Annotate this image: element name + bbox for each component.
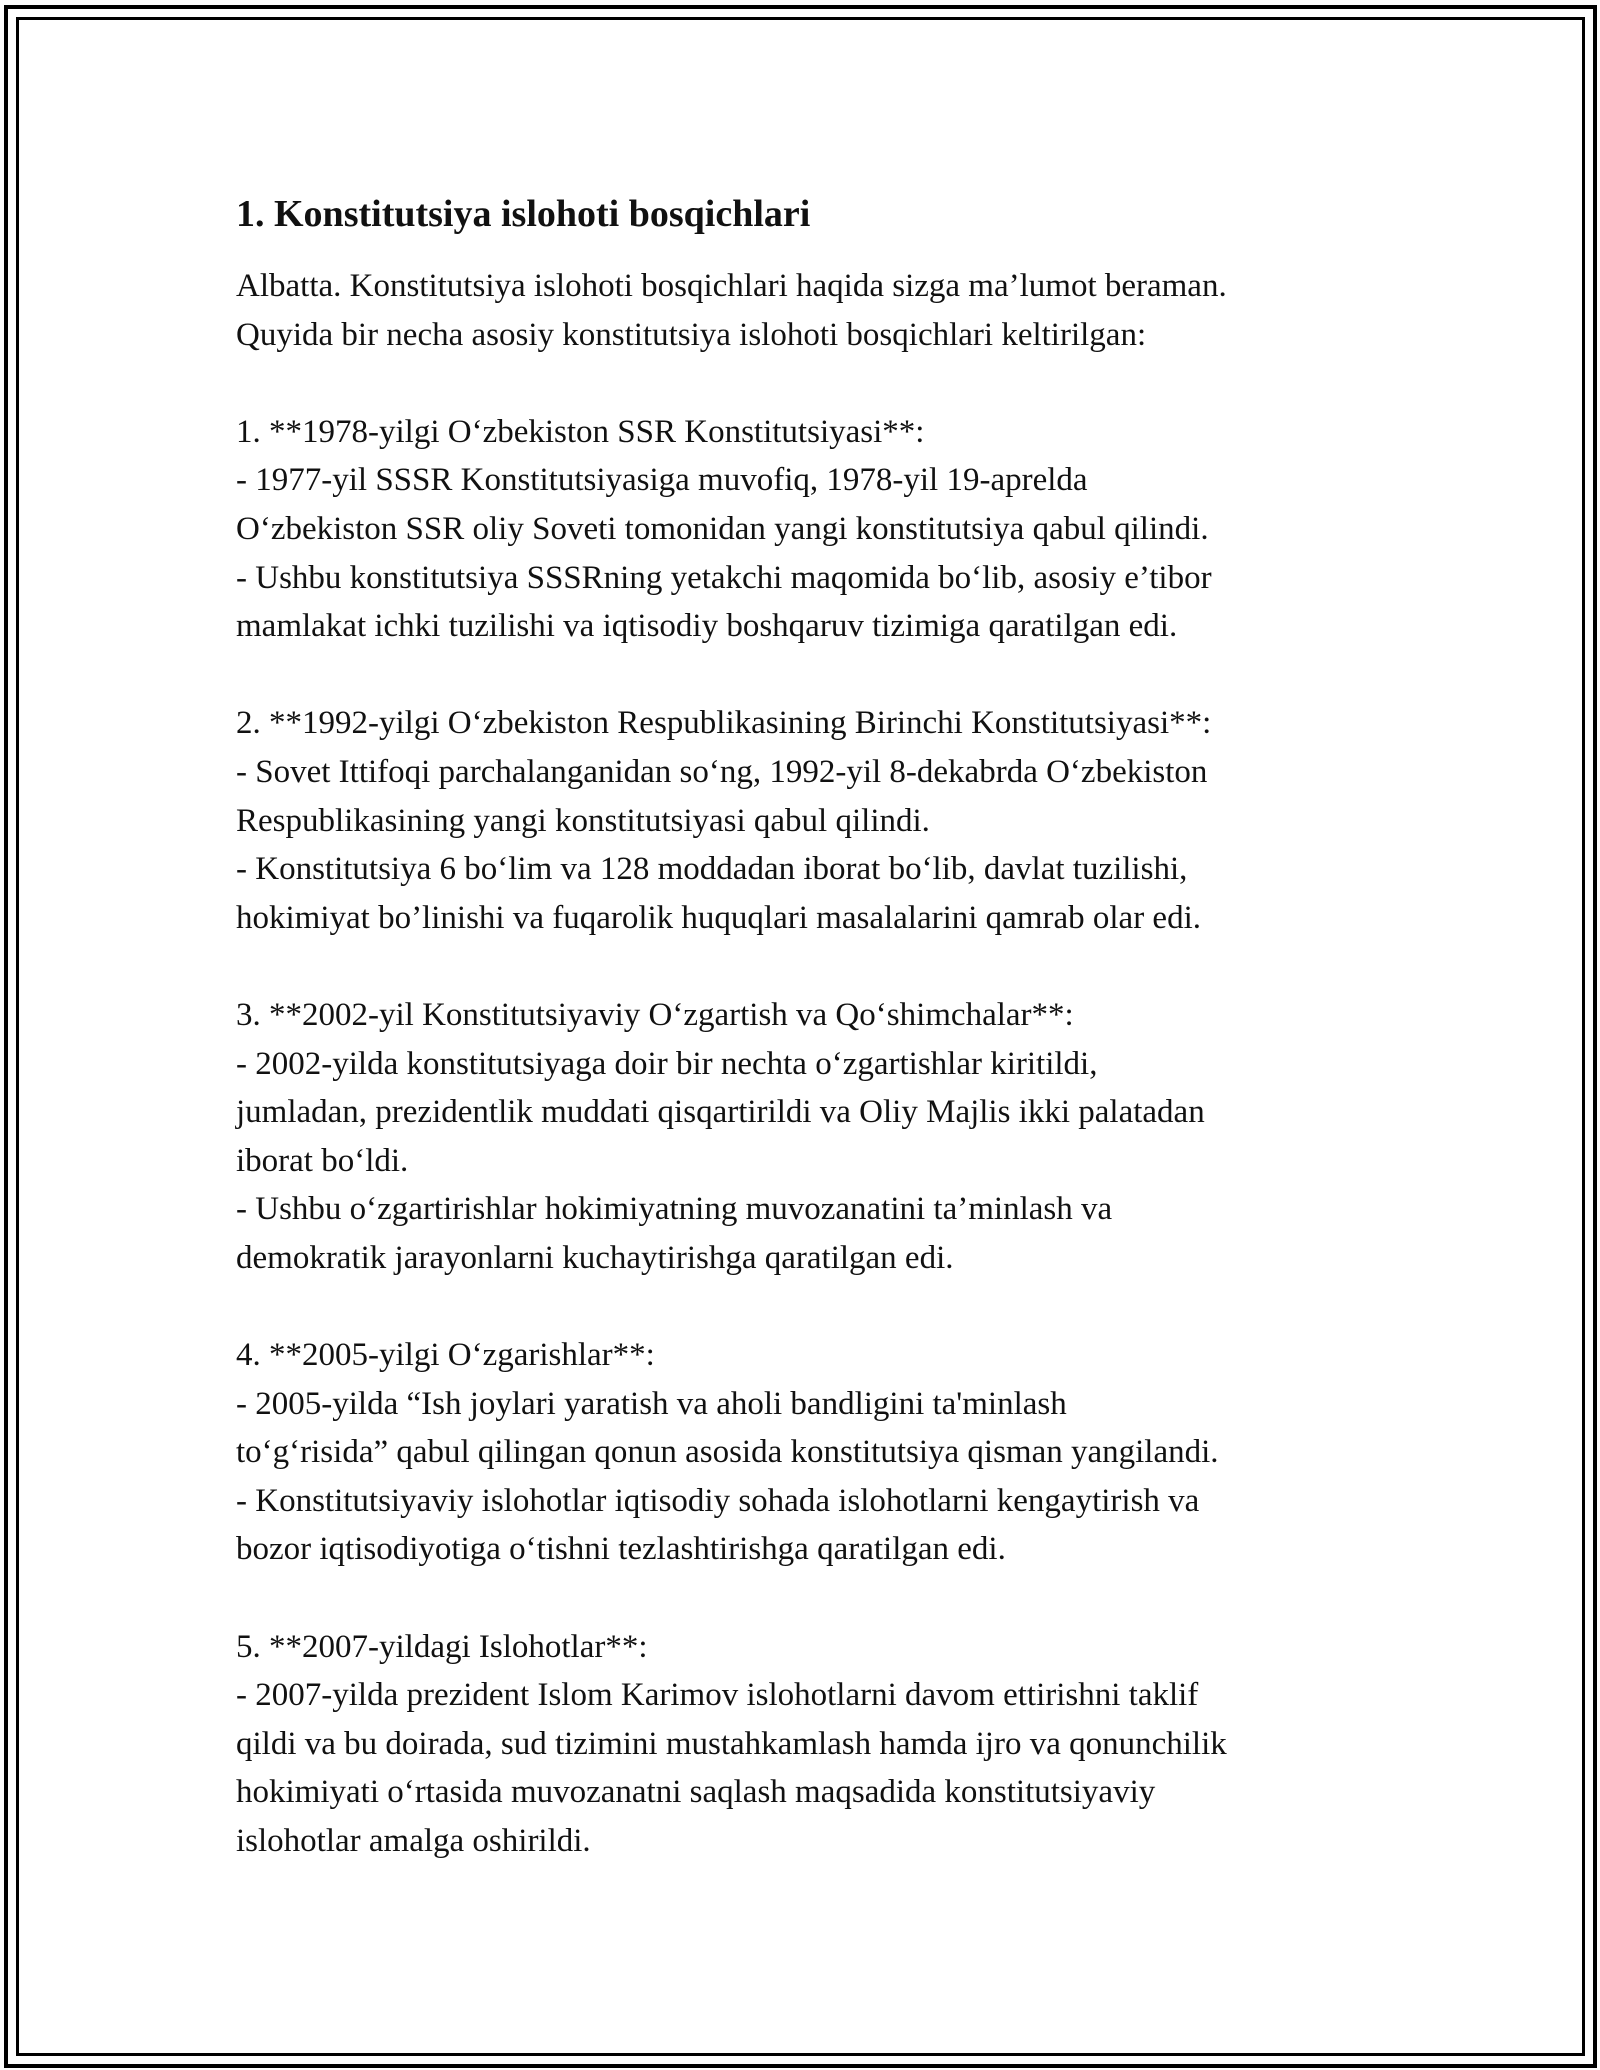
section-2005	[236, 1331, 1436, 1574]
section-heading: 5. **2007-yildagi Islohotlar**:	[236, 1628, 648, 1665]
section-heading: 1. **1978-yilgi O‘zbekiston SSR Konstitutsiyasi**:	[236, 413, 925, 450]
section-bullet: - Sovet Ittifoqi parchalanganidan so‘ng, 1992-yil 8-dekabrda O‘zbekiston Respublikasining yangi konstitutsiyasi qabul qilindi.	[236, 753, 1208, 839]
section-bullet: - 2005-yilda “Ish joylari yaratish va aholi bandligini ta'minlash to‘g‘risida” qabul qilingan qonun asosida konstitutsiya qisman yangilandi.	[236, 1385, 1219, 1471]
document-title: 1. Konstitutsiya islohoti bosqichlari	[236, 193, 811, 235]
section-heading: 2. **1992-yilgi O‘zbekiston Respublikasining Birinchi Konstitutsiyasi**:	[236, 705, 1212, 742]
section-1992	[236, 699, 1436, 942]
section-bullet: - Konstitutsiyaviy islohotlar iqtisodiy sohada islohotlarni kengaytirish va bozor iqtisodiyotiga o‘tishni tezlashtirishga qaratilgan edi.	[236, 1482, 1200, 1568]
document-body	[236, 188, 1436, 1866]
section-bullet: - Konstitutsiya 6 bo‘lim va 128 moddadan iborat bo‘lib, davlat tuzilishi, hokimiyat bo’linishi va fuqarolik huquqlari masalalarini qamrab olar edi.	[236, 851, 1201, 936]
section-bullet: - 2007-yilda prezident Islom Karimov islohotlarni davom ettirishni taklif qildi va bu doirada, sud tizimini mustahkamlash hamda ijro va qonunchilik hokimiyati o‘rtasida muvozanatni saqlash maqsadida konstitutsiyaviy islohotlar amalga oshirildi.	[236, 1677, 1227, 1859]
section-bullet: - Ushbu o‘zgartirishlar hokimiyatning muvozanatini ta’minlash va demokratik jarayonlarni kuchaytirishga qaratilgan edi.	[236, 1191, 1113, 1276]
section-bullet: - 1977-yil SSSR Konstitutsiyasiga muvofiq, 1978-yil 19-aprelda O‘zbekiston SSR oliy Soveti tomonidan yangi konstitutsiya qabul qilindi.	[236, 462, 1209, 547]
section-heading: 4. **2005-yilgi O‘zgarishlar**:	[236, 1337, 655, 1374]
section-bullet: - Ushbu konstitutsiya SSSRning yetakchi maqomida bo‘lib, asosiy e’tibor mamlakat ichki tuzilishi va iqtisodiy boshqaruv tizimiga qaratilgan edi.	[236, 559, 1212, 645]
section-heading: 3. **2002-yil Konstitutsiyaviy O‘zgartish va Qo‘shimchalar**:	[236, 996, 1074, 1033]
section-bullet: - 2002-yilda konstitutsiyaga doir bir nechta o‘zgartishlar kiritildi, jumladan, prezidentlik muddati qisqartirildi va Oliy Majlis ikki palatadan iborat bo‘ldi.	[236, 1045, 1205, 1179]
section-2007	[236, 1623, 1436, 1866]
intro-paragraph: Albatta. Konstitutsiya islohoti bosqichlari haqida sizga ma’lumot beraman. Quyida bir necha asosiy konstitutsiya islohoti bosqichlari keltirilgan:	[236, 268, 1227, 353]
section-2002	[236, 991, 1436, 1283]
section-1978	[236, 408, 1436, 651]
